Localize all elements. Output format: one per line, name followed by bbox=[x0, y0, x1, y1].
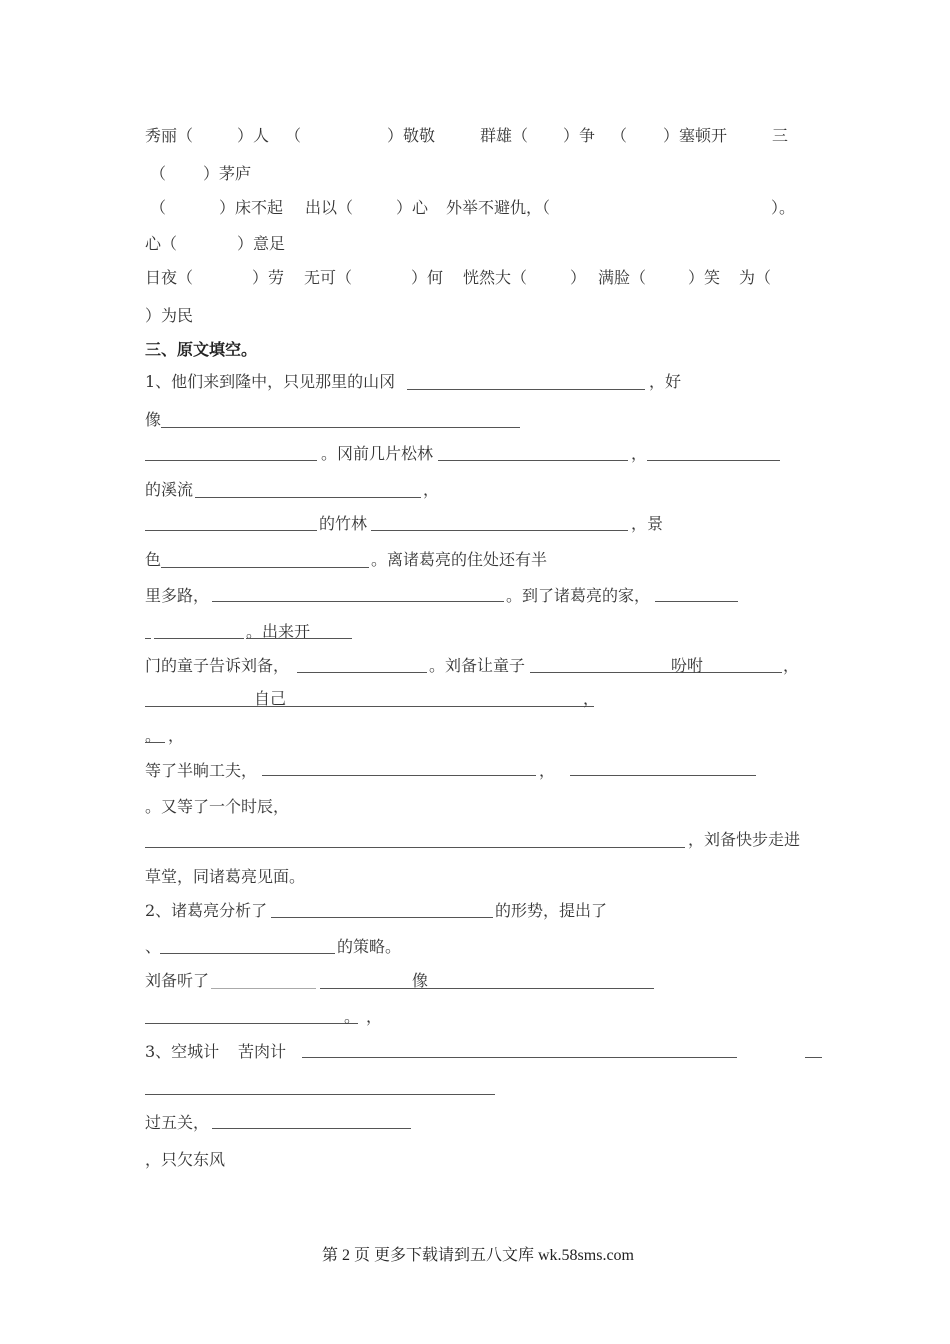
q1-text: 的溪流 bbox=[145, 480, 194, 499]
idiom-text: ）笑 bbox=[688, 268, 721, 287]
idiom-text: ）塞顿开 bbox=[663, 126, 728, 145]
q1-text: 。离诸葛亮的住处还有半 bbox=[371, 550, 548, 569]
answer-blank[interactable] bbox=[647, 460, 780, 461]
answer-blank[interactable] bbox=[262, 775, 536, 776]
q1-text: ，景 bbox=[631, 514, 664, 533]
idiom-text: ）何 bbox=[411, 268, 444, 287]
idiom-text: 外举不避仇，（ bbox=[446, 198, 551, 217]
idiom-text: ）人 bbox=[237, 126, 270, 145]
answer-blank[interactable] bbox=[438, 460, 628, 461]
q1-text: 。刘备让童子 bbox=[429, 656, 526, 675]
answer-blank[interactable] bbox=[161, 427, 520, 428]
idiom-text: 心（ bbox=[145, 234, 178, 253]
q1-text: ， bbox=[423, 480, 440, 499]
answer-blank[interactable] bbox=[297, 672, 427, 673]
q2-text: 2、诸葛亮分析了 bbox=[145, 901, 268, 920]
q1-text: 色 bbox=[145, 550, 162, 569]
q3-text: ，只欠东风 bbox=[145, 1150, 226, 1169]
q1-text: ，好 bbox=[649, 372, 682, 391]
q1-text: 。冈前几片松林 bbox=[321, 444, 434, 463]
idiom-text: 三 bbox=[772, 126, 789, 145]
q2-text: 像 bbox=[412, 971, 429, 990]
q1-text: 门的童子告诉刘备， bbox=[145, 656, 290, 675]
answer-blank[interactable] bbox=[145, 1023, 358, 1024]
q2-text: 刘备听了 bbox=[145, 971, 210, 990]
q1-text: 像 bbox=[145, 410, 162, 429]
q2-text: 。 bbox=[344, 1007, 361, 1026]
idiom-text: ） bbox=[570, 268, 587, 287]
q3-text: 过五关， bbox=[145, 1113, 210, 1132]
answer-blank[interactable] bbox=[195, 497, 421, 498]
q1-text: ， bbox=[631, 444, 648, 463]
q1-text: ，刘备快步走进 bbox=[688, 830, 801, 849]
idiom-text: ）心 bbox=[396, 198, 429, 217]
q1-text: ， bbox=[539, 761, 556, 780]
answer-blank[interactable] bbox=[407, 389, 645, 390]
q1-text: ， bbox=[583, 689, 600, 708]
q1-text: ， bbox=[783, 656, 800, 675]
answer-blank[interactable] bbox=[320, 988, 654, 989]
answer-blank[interactable] bbox=[145, 1094, 495, 1095]
answer-blank[interactable] bbox=[161, 567, 369, 568]
idiom-text: ）茅庐 bbox=[203, 164, 252, 183]
answer-blank[interactable] bbox=[212, 1128, 411, 1129]
q1-text: 草堂，同诸葛亮见面。 bbox=[145, 867, 306, 886]
q1-text: 自己 bbox=[254, 689, 287, 708]
q1-text: 吩咐 bbox=[671, 656, 704, 675]
idiom-text: （ bbox=[285, 126, 302, 145]
q2-text: ， bbox=[366, 1007, 383, 1026]
q1-text: 等了半晌工夫， bbox=[145, 761, 258, 780]
idiom-text: 秀丽（ bbox=[145, 126, 194, 145]
idiom-text: 出以（ bbox=[305, 198, 354, 217]
q1-text: 。到了诸葛亮的家， bbox=[506, 586, 651, 605]
idiom-text: 满脸（ bbox=[598, 268, 647, 287]
idiom-text: ）为民 bbox=[145, 306, 194, 325]
answer-blank[interactable] bbox=[212, 601, 504, 602]
answer-blank[interactable] bbox=[371, 530, 628, 531]
idiom-text: 群雄（ bbox=[480, 126, 529, 145]
idiom-text: ）。 bbox=[771, 198, 796, 217]
section-heading: 三、原文填空。 bbox=[145, 340, 258, 359]
q1-text: 里多路， bbox=[145, 586, 210, 605]
idiom-text: 日夜（ bbox=[145, 268, 194, 287]
q1-text: 的竹林 bbox=[319, 514, 368, 533]
idiom-text: ）床不起 bbox=[219, 198, 284, 217]
idiom-text: 为（ bbox=[739, 268, 772, 287]
idiom-text: 无可（ bbox=[304, 268, 353, 287]
answer-blank[interactable] bbox=[160, 953, 335, 954]
q1-text: 1、他们来到隆中，只见那里的山冈 bbox=[145, 372, 396, 391]
answer-blank[interactable] bbox=[302, 1057, 737, 1058]
answer-blank[interactable] bbox=[145, 460, 317, 461]
q2-text: 的策略。 bbox=[337, 937, 402, 956]
answer-blank[interactable] bbox=[145, 706, 594, 707]
idiom-text: ）劳 bbox=[252, 268, 285, 287]
answer-blank[interactable] bbox=[145, 638, 151, 639]
q2-text: 、 bbox=[145, 937, 162, 956]
answer-blank[interactable] bbox=[145, 847, 685, 848]
idiom-text: （ bbox=[150, 198, 167, 217]
q1-text: 。出来开 bbox=[246, 622, 311, 641]
answer-blank[interactable] bbox=[211, 988, 316, 989]
idiom-text: ）争 bbox=[563, 126, 596, 145]
answer-blank[interactable] bbox=[570, 775, 756, 776]
idiom-text: ）意足 bbox=[237, 234, 286, 253]
answer-blank[interactable] bbox=[805, 1057, 822, 1058]
answer-blank[interactable] bbox=[271, 917, 493, 918]
idiom-text: （ bbox=[611, 126, 628, 145]
idiom-text: （ bbox=[150, 164, 167, 183]
answer-blank[interactable] bbox=[655, 601, 738, 602]
page-footer: 第 2 页 更多下载请到五八文库 wk.58sms.com bbox=[322, 1247, 635, 1264]
q1-text: ， bbox=[168, 726, 185, 745]
answer-blank[interactable] bbox=[246, 638, 352, 639]
q3-text: 3、空城计 bbox=[145, 1042, 220, 1061]
answer-blank[interactable] bbox=[145, 742, 165, 743]
q1-text: 。又等了一个时辰， bbox=[145, 797, 290, 816]
q2-text: 的形势，提出了 bbox=[495, 901, 608, 920]
answer-blank[interactable] bbox=[530, 672, 782, 673]
idiom-text: ）敬敬 bbox=[387, 126, 436, 145]
q3-text: 苦肉计 bbox=[238, 1042, 287, 1061]
q1-text: 。 bbox=[145, 726, 162, 745]
idiom-text: 恍然大（ bbox=[463, 268, 528, 287]
answer-blank[interactable] bbox=[154, 638, 244, 639]
answer-blank[interactable] bbox=[145, 530, 317, 531]
